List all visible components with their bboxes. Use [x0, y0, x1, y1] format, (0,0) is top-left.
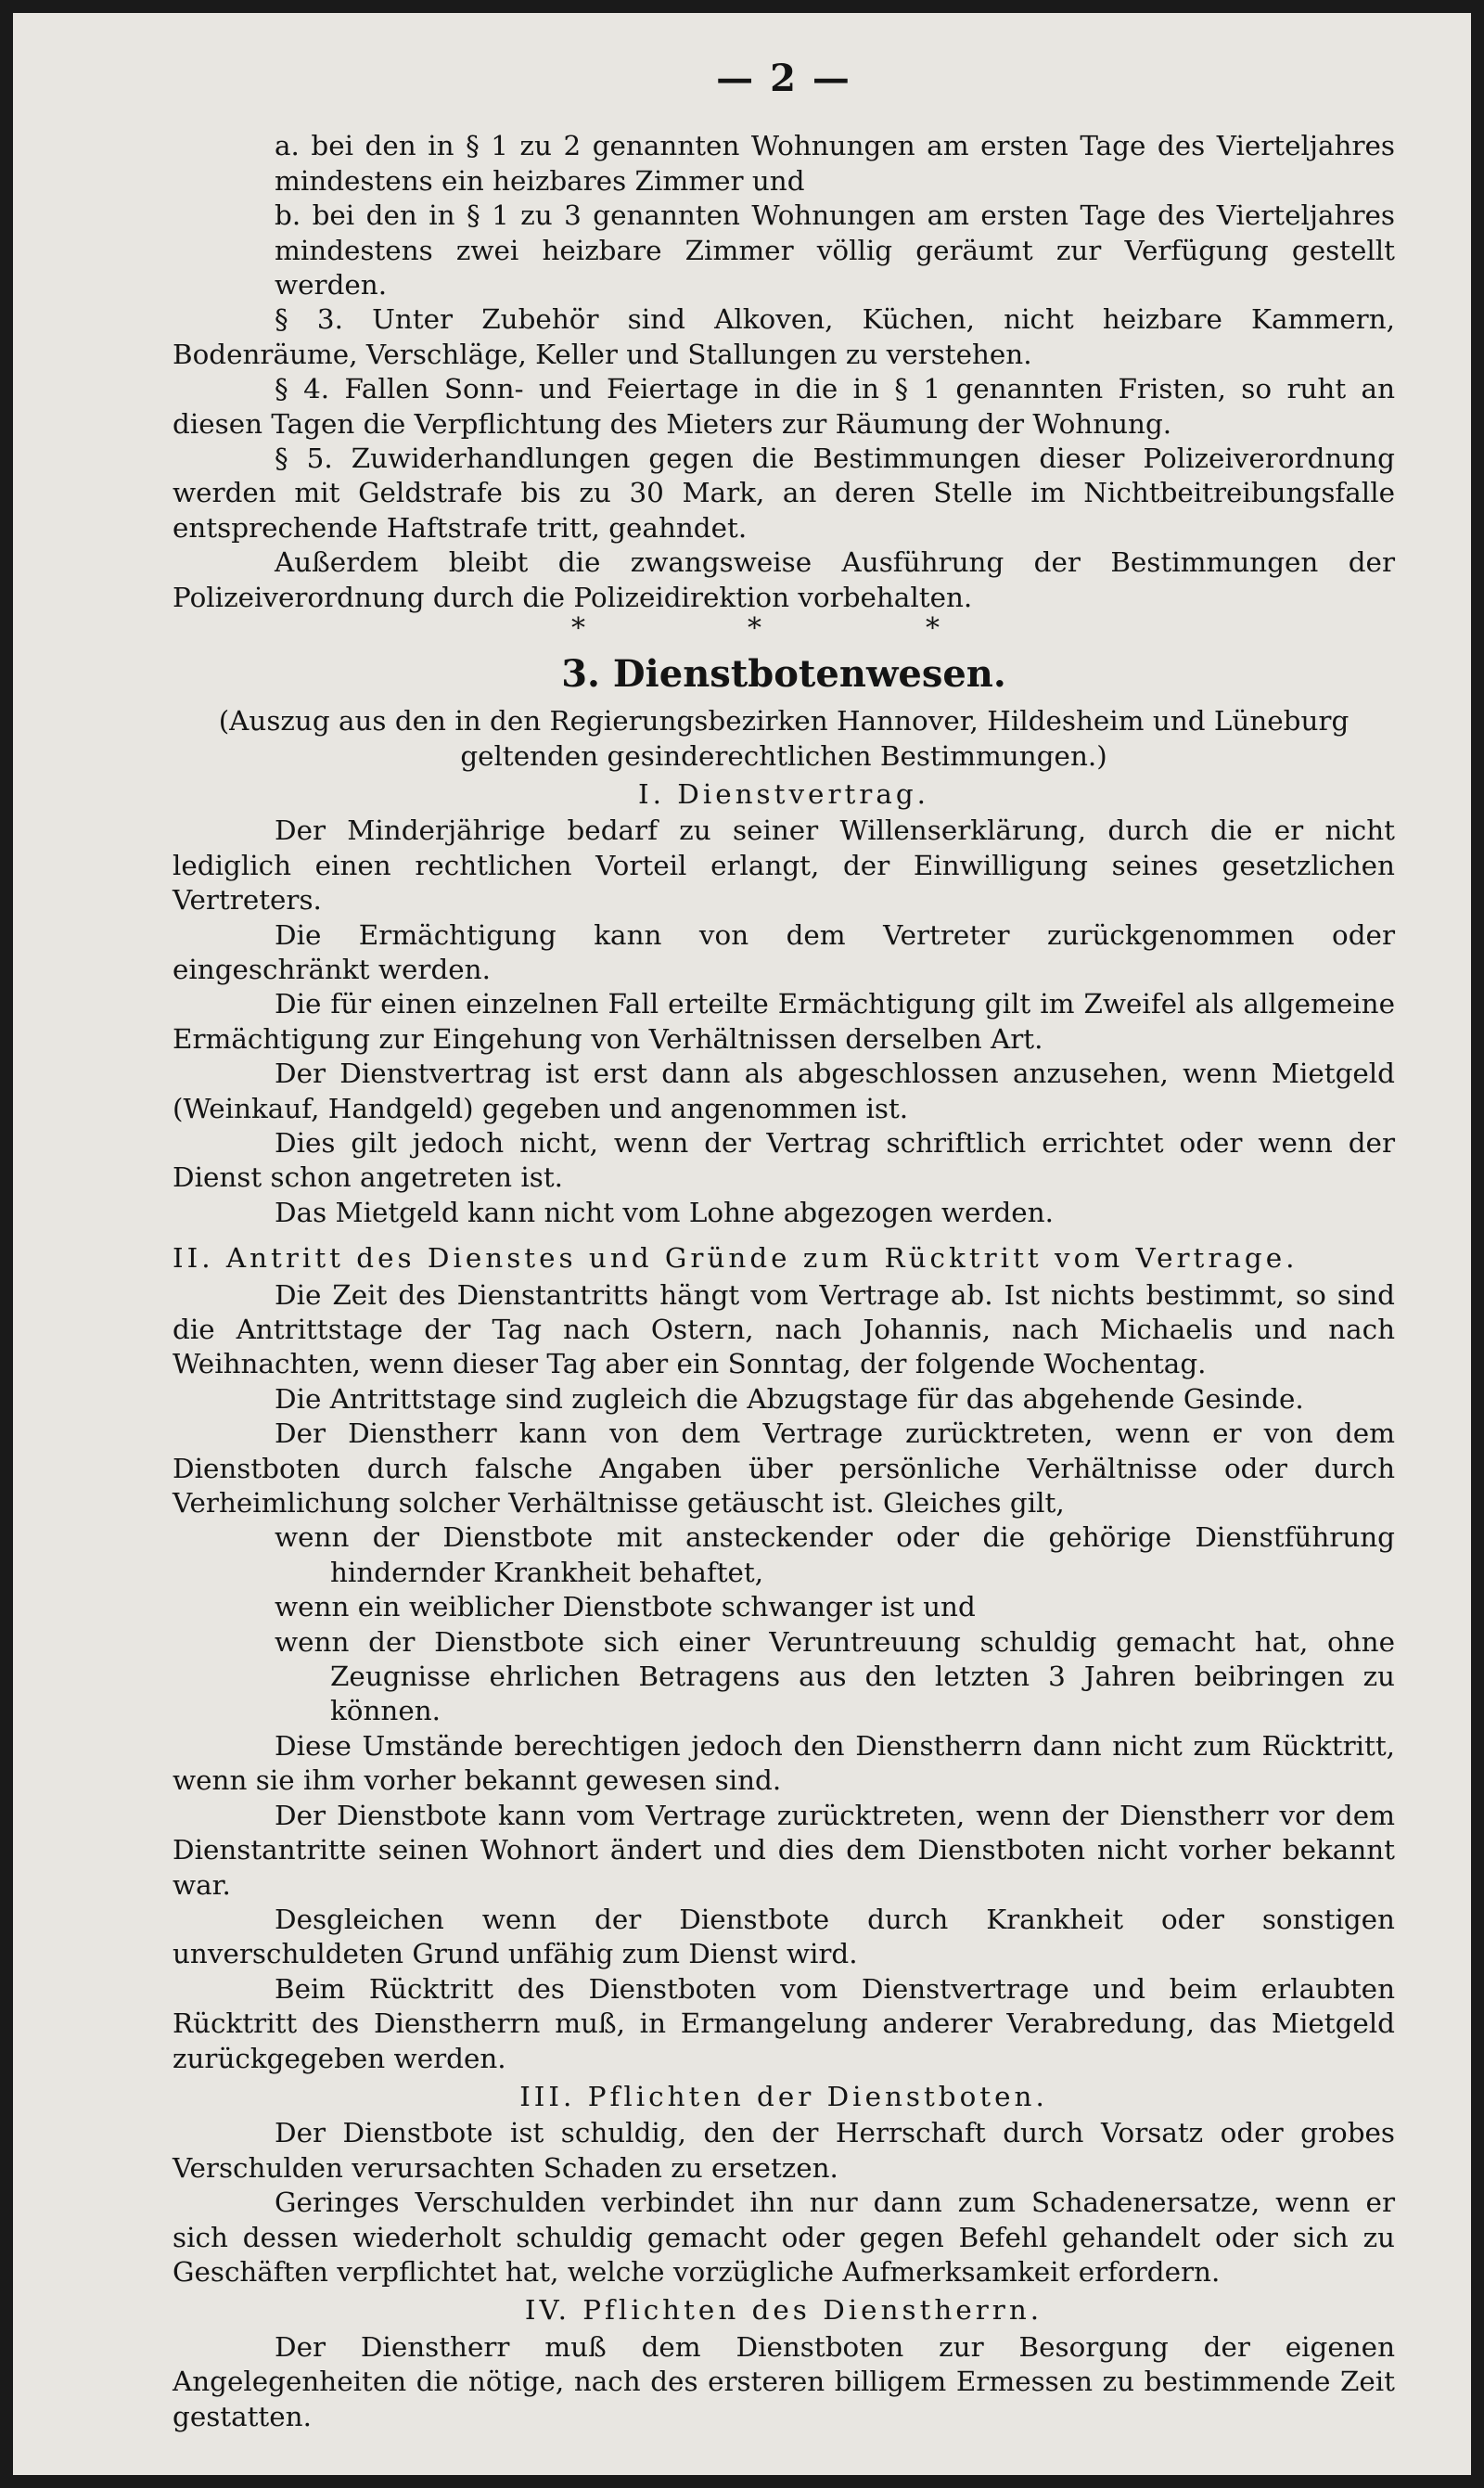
paragraph: Beim Rücktritt des Dienstboten vom Dienstvertrage und beim erlaubten Rücktritt des Dienstherrn muß, in Ermangelung anderer Verabredung, das Mietgeld zurückgegeben werden.: [173, 1972, 1395, 2074]
paragraph: Der Dienstherr kann von dem Vertrage zurücktreten, wenn er von dem Dienstboten durch falsche Angaben über persönliche Verhältnisse oder durch Verheimlichung solcher Verhältnisse getäuscht ist. Gleiches gilt,: [173, 1417, 1395, 1520]
section-subtitle: (Auszug aus den in den Regierungsbezirken Hannover, Hildesheim und Lüneburg geltenden gesinderechtlichen Bestimmungen.): [218, 705, 1350, 772]
separator-star: *: [748, 612, 761, 646]
page-content: [173, 57, 1395, 2434]
list-item: wenn ein weiblicher Dienstbote schwanger ist und: [275, 1591, 976, 1623]
separator-star: *: [571, 612, 585, 646]
paragraph-additional: Außerdem bleibt die zwangsweise Ausführung der Bestimmungen der Polizeiverordnung durch die Polizeidirektion vorbehalten.: [173, 546, 1395, 613]
paragraph: Der Minderjährige bedarf zu seiner Willenserklärung, durch die er nicht lediglich einen rechtlichen Vorteil erlangt, der Einwilligung seines gesetzlichen Vertreters.: [173, 814, 1395, 917]
paragraph: Der Dienstbote kann vom Vertrage zurücktreten, wenn der Dienstherr vor dem Dienstantritte seinen Wohnort ändert und dies dem Dienstboten nicht vorher bekannt war.: [173, 1799, 1395, 1901]
part-2-title: II. Antritt des Dienstes und Gründe zum Rücktritt vom Vertrage.: [173, 1242, 1298, 1275]
paragraph: Die Antrittstage sind zugleich die Abzugstage für das abgehende Gesinde.: [275, 1382, 1304, 1415]
page-number: — 2 —: [716, 57, 851, 100]
paragraph-section-5: § 5. Zuwiderhandlungen gegen die Bestimmungen dieser Polizeiverordnung werden mit Geldstrafe bis zu 30 Mark, an deren Stelle im Nichtbeitreibungsfalle entsprechende Haftstrafe tritt, geahndet.: [173, 442, 1395, 544]
paragraph: Geringes Verschulden verbindet ihn nur dann zum Schadenersatze, wenn er sich dessen wiederholt schuldig gemacht oder gegen Befehl gehandelt oder sich zu Geschäften verpflichtet hat, welche vorzügliche Aufmerksamkeit erfordern.: [173, 2187, 1395, 2288]
paragraph: Der Dienstvertrag ist erst dann als abgeschlossen anzusehen, wenn Mietgeld (Weinkauf, Handgeld) gegeben und angenommen ist.: [173, 1058, 1395, 1124]
part-3-title: III. Pflichten der Dienstboten.: [519, 2080, 1048, 2112]
paragraph: Die für einen einzelnen Fall erteilte Ermächtigung gilt im Zweifel als allgemeine Ermächtigung zur Eingehung von Verhältnissen derselben Art.: [173, 988, 1395, 1055]
section-title: 3. Dienstbotenwesen.: [561, 652, 1006, 697]
paragraph: Die Ermächtigung kann von dem Vertreter zurückgenommen oder eingeschränkt werden.: [173, 918, 1395, 985]
paragraph-item-a: a. bei den in § 1 zu 2 genannten Wohnungen am ersten Tage des Vierteljahres mindestens ein heizbares Zimmer und: [275, 130, 1395, 197]
list-item: wenn der Dienstbote mit ansteckender oder die gehörige Dienstführung hindernder Krankheit behaftet,: [275, 1521, 1395, 1588]
paragraph-section-3: § 3. Unter Zubehör sind Alkoven, Küchen, nicht heizbare Kammern, Bodenräume, Verschläge, Keller und Stallungen zu verstehen.: [173, 303, 1395, 370]
paragraph: Das Mietgeld kann nicht vom Lohne abgezogen werden.: [275, 1196, 1054, 1228]
part-4-title: IV. Pflichten des Dienstherrn.: [524, 2294, 1043, 2327]
separator-star: *: [926, 612, 940, 646]
separator-stars: [173, 612, 1395, 646]
paragraph: Die Zeit des Dienstantritts hängt vom Vertrage ab. Ist nichts bestimmt, so sind die Antrittstage der Tag nach Ostern, nach Johannis, nach Michaelis und nach Weihnachten, wenn dieser Tag aber ein Sonntag, der folgende Wochentag.: [173, 1278, 1395, 1380]
paragraph-section-4: § 4. Fallen Sonn- und Feiertage in die in § 1 genannten Fristen, so ruht an diesen Tagen die Verpflichtung des Mieters zur Räumung der Wohnung.: [173, 373, 1395, 440]
paragraph-item-b: b. bei den in § 1 zu 3 genannten Wohnungen am ersten Tage des Vierteljahres mindestens zwei heizbare Zimmer völlig geräumt zur Verfügung gestellt werden.: [275, 199, 1395, 301]
paragraph: Der Dienstherr muß dem Dienstboten zur Besorgung der eigenen Angelegenheiten die nötige, nach des ersteren billigem Ermessen zu bestimmende Zeit gestatten.: [173, 2330, 1395, 2432]
paragraph: Diese Umstände berechtigen jedoch den Dienstherrn dann nicht zum Rücktritt, wenn sie ihm vorher bekannt gewesen sind.: [173, 1729, 1395, 1797]
paragraph: Desgleichen wenn der Dienstbote durch Krankheit oder sonstigen unverschuldeten Grund unfähig zum Dienst wird.: [173, 1903, 1395, 1970]
paragraph: Dies gilt jedoch nicht, wenn der Vertrag schriftlich errichtet oder wenn der Dienst schon angetreten ist.: [173, 1126, 1395, 1194]
part-1-title: I. Dienstvertrag.: [637, 777, 930, 810]
document-page: [13, 13, 1471, 2475]
paragraph: Der Dienstbote ist schuldig, den der Herrschaft durch Vorsatz oder grobes Verschulden verursachten Schaden zu ersetzen.: [173, 2117, 1395, 2184]
list-item: wenn der Dienstbote sich einer Veruntreuung schuldig gemacht hat, ohne Zeugnisse ehrlichen Betragens aus den letzten 3 Jahren beibringen zu können.: [275, 1625, 1395, 1727]
